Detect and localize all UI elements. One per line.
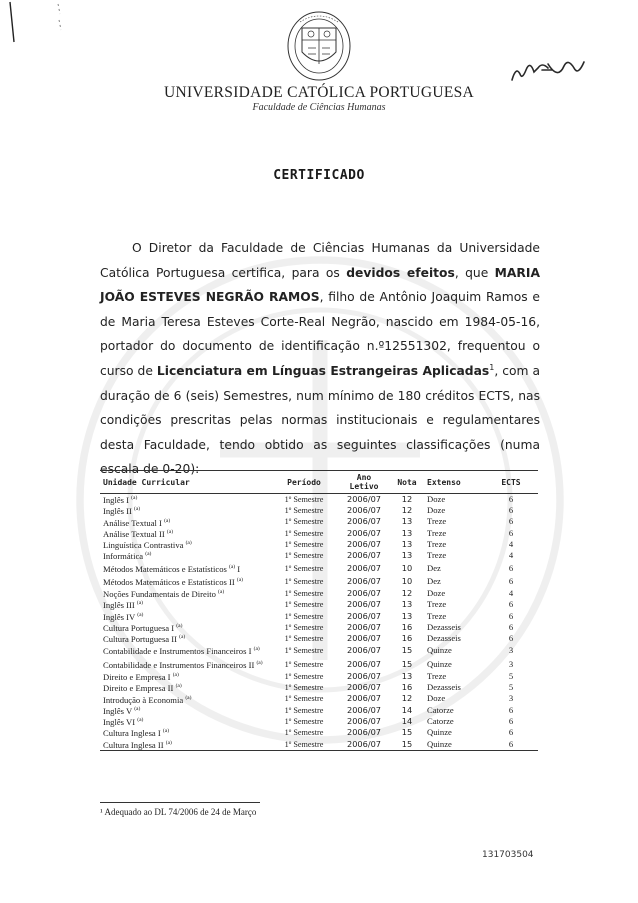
cell-unit: Cultura Portuguesa II $^{(a)}$ <box>103 634 186 645</box>
cell-year: 2006/07 <box>346 562 381 573</box>
cell-unit: Contabilidade e Instrumentos Financeiros II $^{(a)}$ <box>103 659 263 670</box>
cell-unit: Análise Textual II $^{(a)}$ <box>103 528 174 539</box>
note-marker: (a) <box>176 622 183 629</box>
faculty-name: Faculdade de Ciências Humanas <box>252 102 386 113</box>
note-marker: (a) <box>136 600 144 607</box>
cell-ects: 6 <box>508 621 514 632</box>
cell-grade: 13 <box>401 550 413 561</box>
table-row <box>100 539 538 550</box>
cell-unit: Inglês IV $^{(a)}$ <box>103 611 144 622</box>
cell-extenso: Catorze <box>427 715 454 726</box>
cell-extenso: Dezasseis <box>427 633 461 644</box>
note-marker: (a) <box>218 589 225 596</box>
cell-grade: 15 <box>401 645 413 656</box>
cell-period: 1º Semestre <box>284 494 324 504</box>
cell-grade: 15 <box>401 727 413 738</box>
note-marker: (a) <box>236 576 244 583</box>
cell-period: 1º Semestre <box>284 728 324 738</box>
cell-year: 2006/07 <box>346 588 381 599</box>
table-row <box>100 575 538 588</box>
note-marker: (a) <box>179 634 186 641</box>
note-marker: (a) <box>185 540 192 547</box>
cell-period: 1º Semestre <box>284 671 324 681</box>
cell-extenso: Dezasseis <box>427 682 461 693</box>
table-row <box>100 517 538 528</box>
cell-ects: 6 <box>508 704 514 715</box>
cell-extenso: Doze <box>427 588 446 599</box>
body-text-1: O Diretor da Faculdade de Ciências Humanas da Universidade Católica Portuguesa certifica, para os <box>100 241 540 280</box>
cell-ects: 6 <box>484 739 538 751</box>
cell-unit: Inglês III $^{(a)}$ <box>103 600 144 611</box>
cell-grade: 12 <box>401 493 413 504</box>
col-header-extenso: Extenso <box>424 471 484 494</box>
document-title: CERTIFICADO <box>273 168 365 183</box>
cell-grade: 13 <box>401 599 413 610</box>
cell-grade: 15 <box>390 739 424 751</box>
table-row <box>100 727 538 738</box>
cell-period: 1º Semestre <box>284 694 324 704</box>
col-header-unit: Unidade Curricular <box>100 471 270 494</box>
cell-unit: Cultura Inglesa I $^{(a)}$ <box>103 728 170 739</box>
cell-extenso: Doze <box>427 693 446 704</box>
cell-unit: Inglês II $^{(a)}$ <box>103 506 141 517</box>
cell-ects: 3 <box>508 645 514 656</box>
table-row <box>100 671 538 682</box>
cell-extenso: Quinze <box>427 727 452 738</box>
body-text-4: , com a duração de 6 (seis) Semestres, num mínimo de 180 créditos ECTS, nas condições prescritas pelas normas institucionais e regulamentares desta Faculdade, tendo obtido as seguintes classificações (numa escala de 0-20): <box>100 363 540 477</box>
table-row <box>100 682 538 693</box>
cell-ects: 3 <box>508 658 514 669</box>
cell-period: 1º Semestre <box>284 611 324 621</box>
cell-period: 1º Semestre <box>284 539 324 549</box>
cell-ects: 6 <box>508 527 514 538</box>
cell-ects: 4 <box>508 538 514 549</box>
cell-period: 1º Semestre <box>284 576 324 586</box>
cell-ects: 4 <box>508 588 514 599</box>
col-header-year: Ano Letivo <box>338 471 390 494</box>
cell-year: 2006/07 <box>346 645 381 656</box>
table-row <box>100 633 538 644</box>
note-marker: (a) <box>253 646 260 653</box>
body-text-2: , que <box>454 265 495 280</box>
cell-grade: 15 <box>401 658 413 669</box>
note-marker: (a) <box>164 517 171 524</box>
cell-ects: 6 <box>508 599 514 610</box>
cell-extenso: Dez <box>427 575 441 586</box>
col-header-grade: Nota <box>390 471 424 494</box>
cell-unit: Direito e Empresa I $^{(a)}$ <box>103 671 179 682</box>
cell-extenso: Doze <box>427 493 446 504</box>
cell-unit: Introdução à Economia $^{(a)}$ <box>103 694 192 705</box>
cell-grade: 16 <box>401 633 413 644</box>
cell-period: 1º Semestre <box>270 739 338 751</box>
cell-year: 2006/07 <box>346 538 381 549</box>
cell-unit: Contabilidade e Instrumentos Financeiros I $^{(a)}$ <box>103 646 260 657</box>
grades-table <box>100 470 538 751</box>
cell-year: 2006/07 <box>346 550 381 561</box>
cell-grade: 13 <box>401 538 413 549</box>
note-marker: (a) <box>229 563 236 570</box>
cell-ects: 6 <box>508 727 514 738</box>
cell-year: 2006/07 <box>346 527 381 538</box>
cell-unit: Noções Fundamentais de Direito $^{(a)}$ <box>103 588 225 599</box>
table-row <box>100 658 538 671</box>
cell-ects: 6 <box>508 493 514 504</box>
cell-period: 1º Semestre <box>284 634 324 644</box>
cell-unit: Direito e Empresa II $^{(a)}$ <box>103 683 182 694</box>
table-row <box>100 622 538 633</box>
note-marker: (a) <box>172 671 179 678</box>
cell-period: 1º Semestre <box>284 517 324 527</box>
cell-unit: Inglês VI $^{(a)}$ <box>103 716 144 727</box>
cell-year: 2006/07 <box>346 621 381 632</box>
cell-unit: Cultura Portuguesa I $^{(a)}$ <box>103 622 183 633</box>
table-row <box>100 505 538 516</box>
cell-extenso: Treze <box>427 550 447 561</box>
cell-ects: 5 <box>508 670 514 681</box>
cell-ects: 6 <box>508 562 514 573</box>
cell-grade: 13 <box>401 527 413 538</box>
note-marker: (a) <box>145 551 152 558</box>
table-row <box>100 562 538 575</box>
cell-grade: 14 <box>401 704 413 715</box>
cell-period: 1º Semestre <box>284 705 324 715</box>
cell-year: 2006/07 <box>346 633 381 644</box>
cell-extenso: Quinze <box>424 739 484 751</box>
note-marker: (a) <box>185 694 192 701</box>
cell-grade: 12 <box>401 588 413 599</box>
cell-year: 2006/07 <box>346 693 381 704</box>
note-marker: (a) <box>131 495 138 501</box>
footnote-divider <box>100 802 260 803</box>
cell-period: 1º Semestre <box>284 716 324 726</box>
cell-extenso: Quinze <box>427 645 452 656</box>
cell-period: 1º Semestre <box>284 551 324 561</box>
student-name: MARIA JOÃO ESTEVES NEGRÃO RAMOS <box>100 265 540 305</box>
table-row <box>100 611 538 622</box>
cell-extenso: Treze <box>427 610 447 621</box>
table-row <box>100 739 538 751</box>
table-row <box>100 599 538 610</box>
cell-grade: 13 <box>401 516 413 527</box>
cell-period: 1º Semestre <box>284 646 324 656</box>
cell-unit: Métodos Matemáticos e Estatísticos $^{(a)}$ I <box>103 563 241 574</box>
cell-year: 2006/07 <box>346 575 381 586</box>
certificate-paragraph <box>100 236 540 482</box>
cell-grade: 16 <box>401 682 413 693</box>
cell-period: 1º Semestre <box>284 600 324 610</box>
table-row <box>100 588 538 599</box>
cell-ects: 3 <box>508 693 514 704</box>
table-row <box>100 494 538 506</box>
cell-period: 1º Semestre <box>284 589 324 599</box>
cell-extenso: Quinze <box>427 658 452 669</box>
cell-extenso: Catorze <box>427 704 454 715</box>
cell-year: 2006/07 <box>346 610 381 621</box>
cell-ects: 4 <box>508 550 514 561</box>
cell-ects: 6 <box>508 516 514 527</box>
cell-year: 2006/07 <box>346 670 381 681</box>
document-number: 131703504 <box>482 850 534 860</box>
cell-year: 2006/07 <box>346 505 381 516</box>
cell-year: 2006/07 <box>346 516 381 527</box>
body-bold-purpose: devidos efeitos <box>346 265 455 280</box>
cell-grade: 10 <box>401 575 413 586</box>
table-header-row <box>100 471 538 494</box>
footnote: ¹ Adequado ao DL 74/2006 de 24 de Março <box>100 807 257 817</box>
cell-grade: 13 <box>401 670 413 681</box>
cell-extenso: Dezasseis <box>427 621 461 632</box>
certificate-body <box>100 236 540 482</box>
cell-year: 2006/07 <box>346 682 381 693</box>
cell-grade: 12 <box>401 693 413 704</box>
note-marker: (a) <box>256 659 263 666</box>
cell-ects: 6 <box>508 505 514 516</box>
cell-extenso: Treze <box>427 538 447 549</box>
cell-unit: Inglês I $^{(a)}$ <box>103 494 138 505</box>
cell-unit: Métodos Matemáticos e Estatísticos II $^{(a)}$ <box>103 576 244 587</box>
cell-extenso: Treze <box>427 527 447 538</box>
cell-unit: Informática $^{(a)}$ <box>103 551 152 562</box>
footnote-ref: 1 <box>489 362 495 372</box>
cell-unit: Cultura Inglesa II $^{(a)}$ <box>100 739 270 751</box>
cell-year: 2006/07 <box>346 658 381 669</box>
cell-year: 2006/07 <box>346 715 381 726</box>
cell-unit: Inglês V $^{(a)}$ <box>103 705 141 716</box>
cell-grade: 13 <box>401 610 413 621</box>
cell-period: 1º Semestre <box>284 528 324 538</box>
cell-extenso: Dez <box>427 562 441 573</box>
table-row <box>100 550 538 561</box>
cell-period: 1º Semestre <box>284 563 324 573</box>
cell-ects: 6 <box>508 575 514 586</box>
col-header-period: Período <box>270 471 338 494</box>
university-name: UNIVERSIDADE CATÓLICA PORTUGUESA <box>163 84 475 101</box>
cell-year: 2006/07 <box>346 704 381 715</box>
note-marker: (a) <box>165 739 172 746</box>
cell-period: 1º Semestre <box>284 506 324 516</box>
cell-unit: Linguística Contrastiva $^{(a)}$ <box>103 539 192 550</box>
cell-extenso: Doze <box>427 505 446 516</box>
cell-year: 2006/07 <box>338 739 390 751</box>
cell-ects: 6 <box>508 610 514 621</box>
cell-grade: 16 <box>401 621 413 632</box>
note-marker: (a) <box>137 611 144 618</box>
cell-year: 2006/07 <box>346 727 381 738</box>
cell-period: 1º Semestre <box>284 622 324 632</box>
table-row <box>100 528 538 539</box>
note-marker: (a) <box>137 717 144 724</box>
table-row <box>100 694 538 705</box>
cell-extenso: Treze <box>427 516 447 527</box>
corner-pen-mark <box>0 0 80 50</box>
cell-grade: 12 <box>401 505 413 516</box>
cell-ects: 6 <box>508 633 514 644</box>
cell-grade: 10 <box>401 562 413 573</box>
note-marker: (a) <box>162 728 170 735</box>
cell-year: 2006/07 <box>346 599 381 610</box>
university-seal-icon <box>286 8 352 82</box>
table-row <box>100 716 538 727</box>
table-row <box>100 705 538 716</box>
note-marker: (a) <box>175 683 182 690</box>
cell-extenso: Treze <box>427 599 447 610</box>
cell-grade: 14 <box>401 715 413 726</box>
cell-ects: 6 <box>508 715 514 726</box>
note-marker: (a) <box>134 506 141 513</box>
cell-ects: 5 <box>508 682 514 693</box>
cell-extenso: Treze <box>427 670 447 681</box>
cell-year: 2006/07 <box>346 493 381 504</box>
cell-unit: Análise Textual I $^{(a)}$ <box>103 517 171 528</box>
cell-period: 1º Semestre <box>284 683 324 693</box>
course-name: Licenciatura em Línguas Estrangeiras Aplicadas <box>156 363 490 378</box>
cell-period: 1º Semestre <box>284 659 324 669</box>
note-marker: (a) <box>134 705 141 712</box>
note-marker: (a) <box>166 528 174 535</box>
body-text-3: , filho de Antônio Joaquim Ramos e de Maria Teresa Esteves Corte-Real Negrão, nascido em 1984-05-16, portador do documento de identificação n.º12551302, frequentou o curso de <box>100 290 540 378</box>
col-header-ects: ECTS <box>484 471 538 494</box>
table-row <box>100 644 538 657</box>
